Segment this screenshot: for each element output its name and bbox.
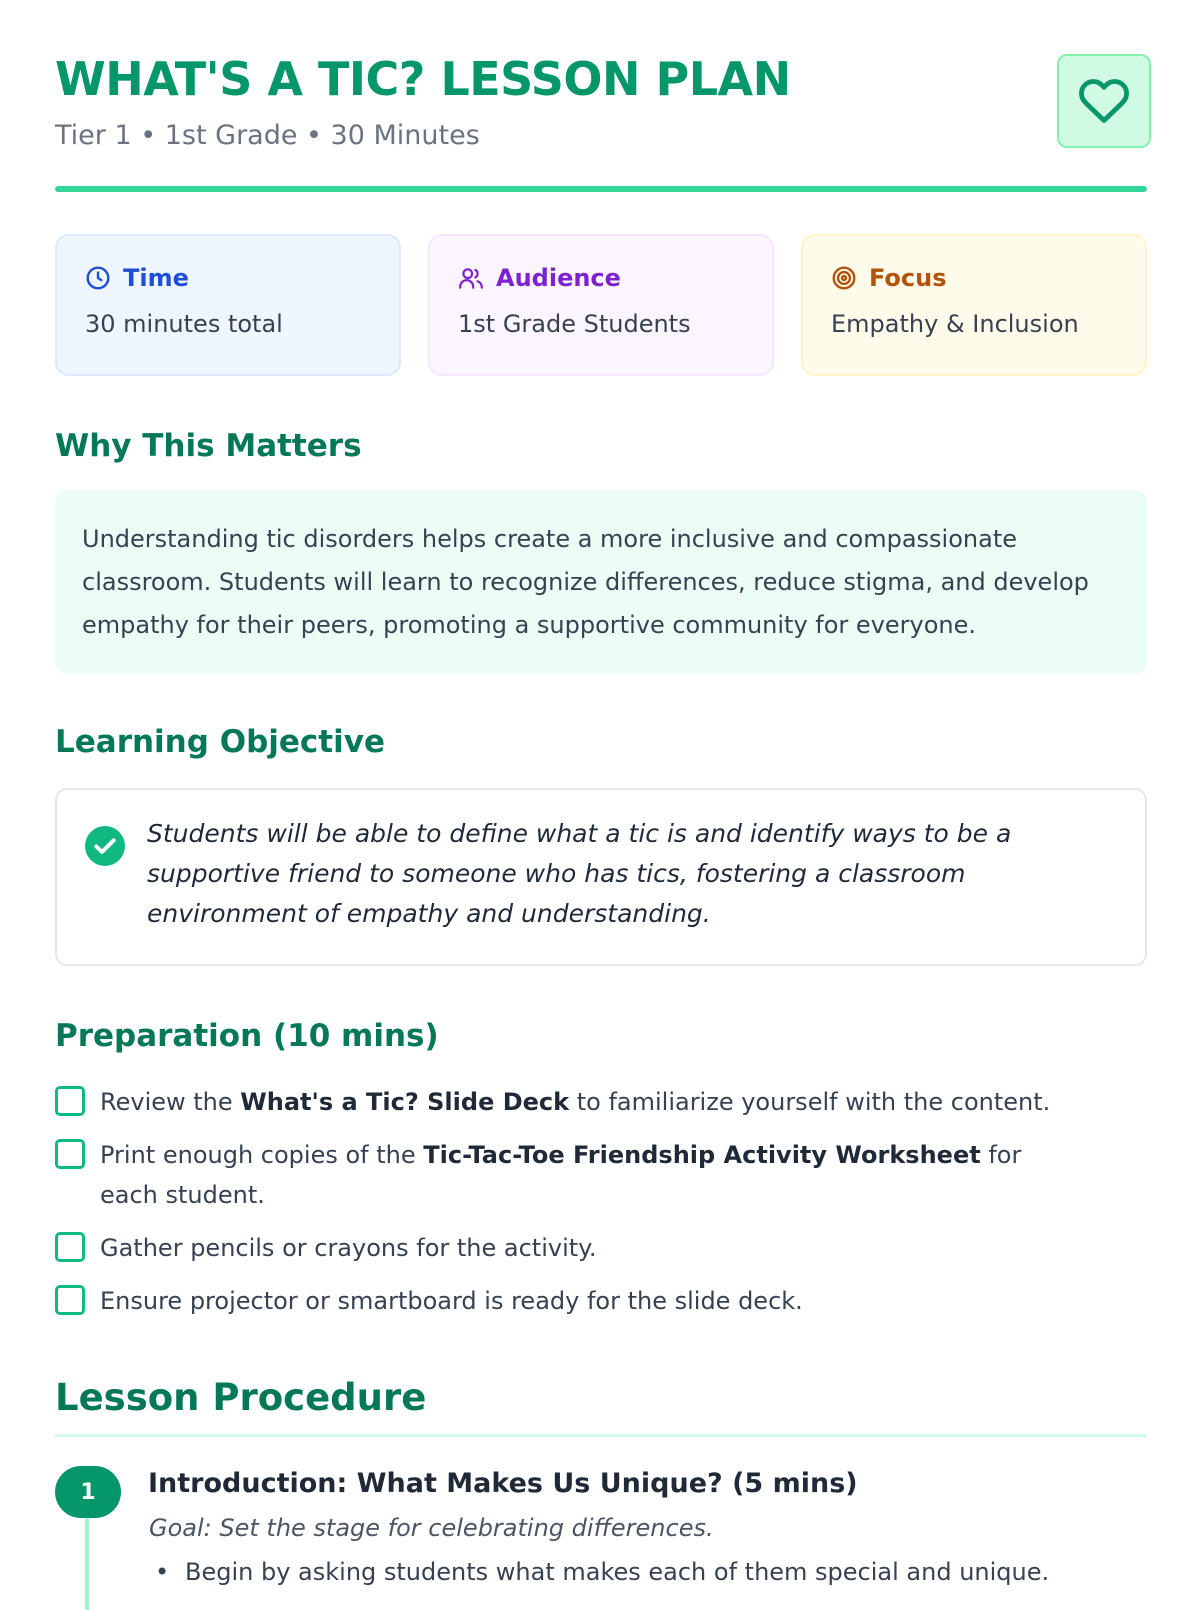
audience-card [428, 234, 774, 376]
checklist-checkbox[interactable] [55, 1139, 85, 1169]
procedure-divider [55, 1434, 1147, 1437]
favorite-button[interactable] [1057, 54, 1151, 148]
checklist-item [55, 1082, 1147, 1122]
preparation-checklist [55, 1082, 1147, 1334]
checklist-checkbox[interactable] [55, 1086, 85, 1116]
step-goal: Goal: Set the stage for celebrating differences. [149, 1514, 714, 1542]
focus-card-label: Focus [869, 264, 947, 292]
step-timeline-line [85, 1510, 89, 1610]
step-number-badge: 1 [55, 1466, 121, 1518]
why-heading: Why This Matters [55, 428, 362, 464]
objective-heading: Learning Objective [55, 724, 385, 760]
checklist-item-text: Print enough copies of the Tic-Tac-Toe Friendship Activity Worksheet for each student. [100, 1141, 1022, 1209]
audience-card-value: 1st Grade Students [458, 310, 691, 338]
step-bullet: • Begin by asking students what makes each of them special and unique. [149, 1558, 1049, 1586]
checklist-item [55, 1135, 1147, 1215]
check-circle-icon [85, 826, 125, 866]
focus-card-value: Empathy & Inclusion [831, 310, 1079, 338]
checklist-item-text: Gather pencils or crayons for the activity. [100, 1234, 597, 1262]
checklist-checkbox[interactable] [55, 1232, 85, 1262]
objective-box [55, 788, 1147, 966]
time-card-label: Time [123, 264, 189, 292]
checklist-item-text: Ensure projector or smartboard is ready for the slide deck. [100, 1287, 803, 1315]
heart-icon [1078, 75, 1130, 127]
time-card-value: 30 minutes total [85, 310, 283, 338]
step-title: Introduction: What Makes Us Unique? (5 mins) [148, 1468, 858, 1499]
why-body: Understanding tic disorders helps create a more inclusive and compassionate classroom. Students will learn to recognize differences, reduce stigma, and develop empathy for their peers, promoting a supportive community for everyone. [82, 525, 1089, 639]
page-subtitle: Tier 1 • 1st Grade • 30 Minutes [55, 120, 480, 151]
users-icon [458, 265, 484, 291]
clock-icon [85, 265, 111, 291]
step-bullet-list [149, 1558, 1049, 1586]
audience-card-label: Audience [496, 264, 621, 292]
objective-text: Students will be able to define what a tic is and identify ways to be a supportive friend to someone who has tics, fostering a classroom environment of empathy and understanding. [147, 819, 1012, 928]
checklist-checkbox[interactable] [55, 1285, 85, 1315]
page-title: WHAT'S A TIC? LESSON PLAN [55, 52, 791, 106]
why-box [55, 490, 1147, 674]
focus-card [801, 234, 1147, 376]
time-card [55, 234, 401, 376]
checklist-item-text: Review the What's a Tic? Slide Deck to familiarize yourself with the content. [100, 1088, 1051, 1116]
target-icon [831, 265, 857, 291]
checklist-item [55, 1281, 1147, 1321]
header-divider [55, 186, 1147, 192]
checklist-item [55, 1228, 1147, 1268]
preparation-heading: Preparation (10 mins) [55, 1018, 439, 1054]
procedure-heading: Lesson Procedure [55, 1376, 427, 1419]
